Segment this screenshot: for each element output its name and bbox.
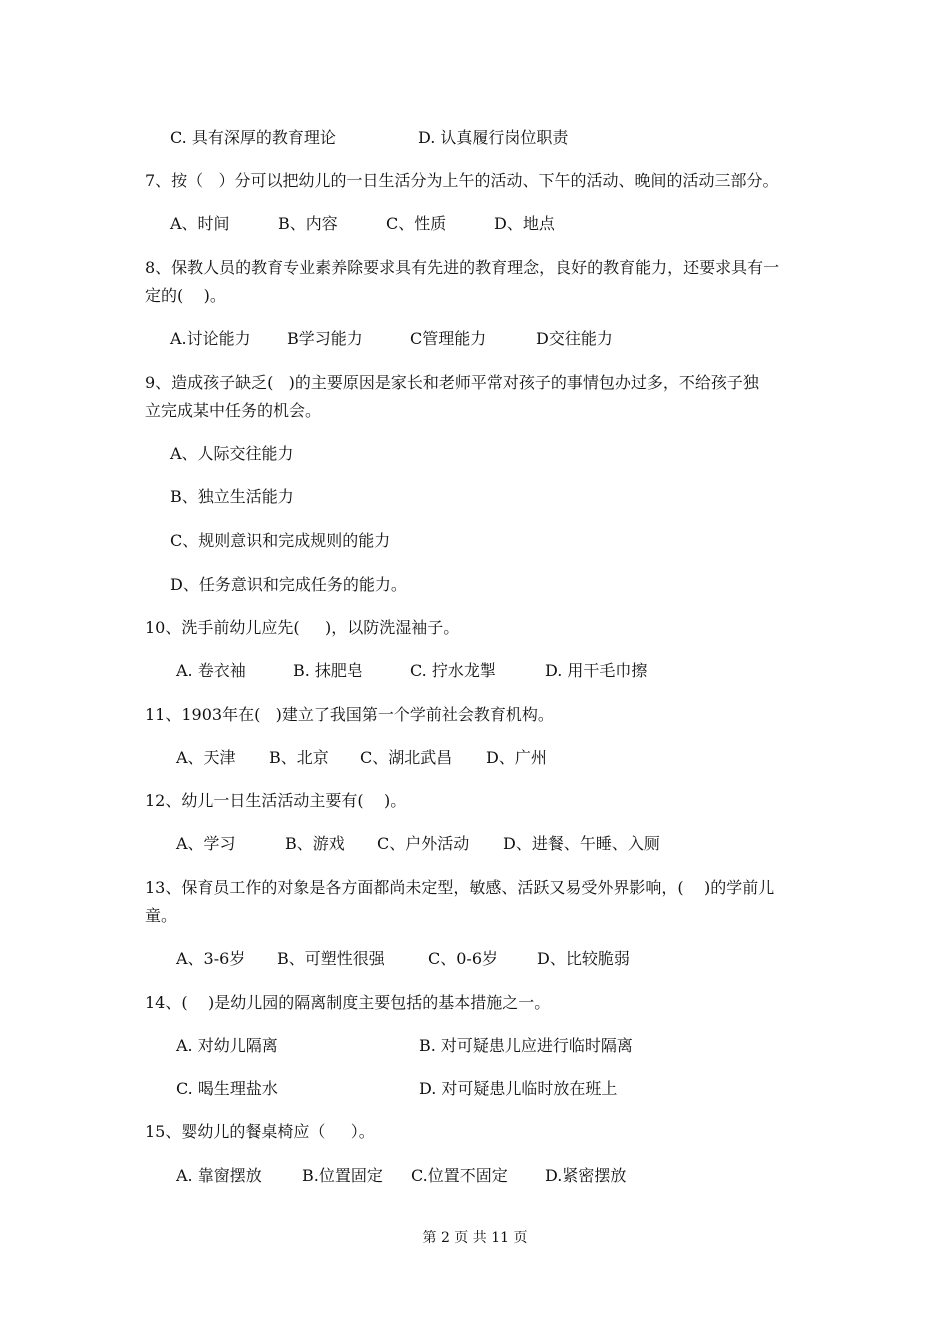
option-d: D.紧密摆放 bbox=[545, 1166, 627, 1185]
option-d: D. 用干毛巾擦 bbox=[545, 661, 648, 680]
option-c: C、户外活动 bbox=[377, 834, 470, 853]
question-13-line1: 13、保育员工作的对象是各方面都尚未定型，敏感、活跃又易受外界影响，( )的学前儿 bbox=[145, 878, 775, 897]
option-a: A.讨论能力 bbox=[170, 329, 251, 348]
option-c: C管理能力 bbox=[410, 329, 487, 348]
option-b: B. 对可疑患儿应进行临时隔离 bbox=[419, 1036, 633, 1055]
option-a: A、天津 bbox=[176, 748, 236, 767]
option-a: A. 靠窗摆放 bbox=[176, 1166, 262, 1185]
option-d: D、广州 bbox=[486, 748, 547, 767]
option-b: B学习能力 bbox=[287, 329, 363, 348]
option-b: B、北京 bbox=[269, 748, 329, 767]
option-d: D、比较脆弱 bbox=[537, 949, 630, 968]
option-d: D交往能力 bbox=[536, 329, 613, 348]
option-b: B. 抹肥皂 bbox=[293, 661, 363, 680]
option-d: D、地点 bbox=[494, 214, 555, 233]
option-c: C、性质 bbox=[386, 214, 447, 233]
option-a: A、时间 bbox=[170, 214, 230, 233]
q9-option-c: C、规则意识和完成规则的能力 bbox=[170, 531, 391, 550]
q9-option-b: B、独立生活能力 bbox=[170, 487, 294, 506]
page-footer: 第 2 页 共 11 页 bbox=[422, 1230, 528, 1246]
option-c: C.位置不固定 bbox=[411, 1166, 508, 1185]
question-8-line1: 8、保教人员的教育专业素养除要求具有先进的教育理念，良好的教育能力，还要求具有一 bbox=[145, 258, 780, 277]
question-7: 7、按（ ）分可以把幼儿的一日生活分为上午的活动、下午的活动、晚间的活动三部分。 bbox=[145, 171, 779, 190]
option-d: D. 对可疑患儿临时放在班上 bbox=[419, 1079, 618, 1098]
option-c: C. 具有深厚的教育理论 bbox=[170, 128, 336, 147]
option-a: A. 对幼儿隔离 bbox=[176, 1036, 278, 1055]
question-14: 14、( )是幼儿园的隔离制度主要包括的基本措施之一。 bbox=[145, 993, 551, 1012]
q9-option-d: D、任务意识和完成任务的能力。 bbox=[170, 575, 407, 594]
q9-option-a: A、人际交往能力 bbox=[170, 444, 294, 463]
question-15: 15、婴幼儿的餐桌椅应（ ）。 bbox=[145, 1122, 375, 1141]
question-11: 11、1903年在( )建立了我国第一个学前社会教育机构。 bbox=[145, 705, 554, 724]
option-c: C. 喝生理盐水 bbox=[176, 1079, 278, 1098]
option-a: A. 卷衣袖 bbox=[176, 661, 246, 680]
question-10: 10、洗手前幼儿应先( )，以防洗湿袖子。 bbox=[145, 618, 460, 637]
option-b: B、可塑性很强 bbox=[277, 949, 385, 968]
option-a: A、3-6岁 bbox=[176, 949, 246, 968]
option-c: C. 拧水龙掣 bbox=[410, 661, 496, 680]
option-d: D、进餐、午睡、入厕 bbox=[503, 834, 660, 853]
question-12: 12、幼儿一日生活活动主要有( )。 bbox=[145, 791, 407, 810]
question-9-line1: 9、造成孩子缺乏( )的主要原因是家长和老师平常对孩子的事情包办过多，不给孩子独 bbox=[145, 373, 759, 392]
question-9-line2: 立完成某中任务的机会。 bbox=[145, 401, 322, 420]
option-b: B.位置固定 bbox=[302, 1166, 383, 1185]
option-d: D. 认真履行岗位职责 bbox=[418, 128, 569, 147]
option-b: B、内容 bbox=[278, 214, 338, 233]
option-b: B、游戏 bbox=[285, 834, 345, 853]
option-c: C、湖北武昌 bbox=[360, 748, 453, 767]
option-a: A、学习 bbox=[176, 834, 236, 853]
question-8-line2: 定的( )。 bbox=[145, 286, 226, 305]
option-c: C、0-6岁 bbox=[428, 949, 499, 968]
question-13-line2: 童。 bbox=[145, 906, 178, 925]
